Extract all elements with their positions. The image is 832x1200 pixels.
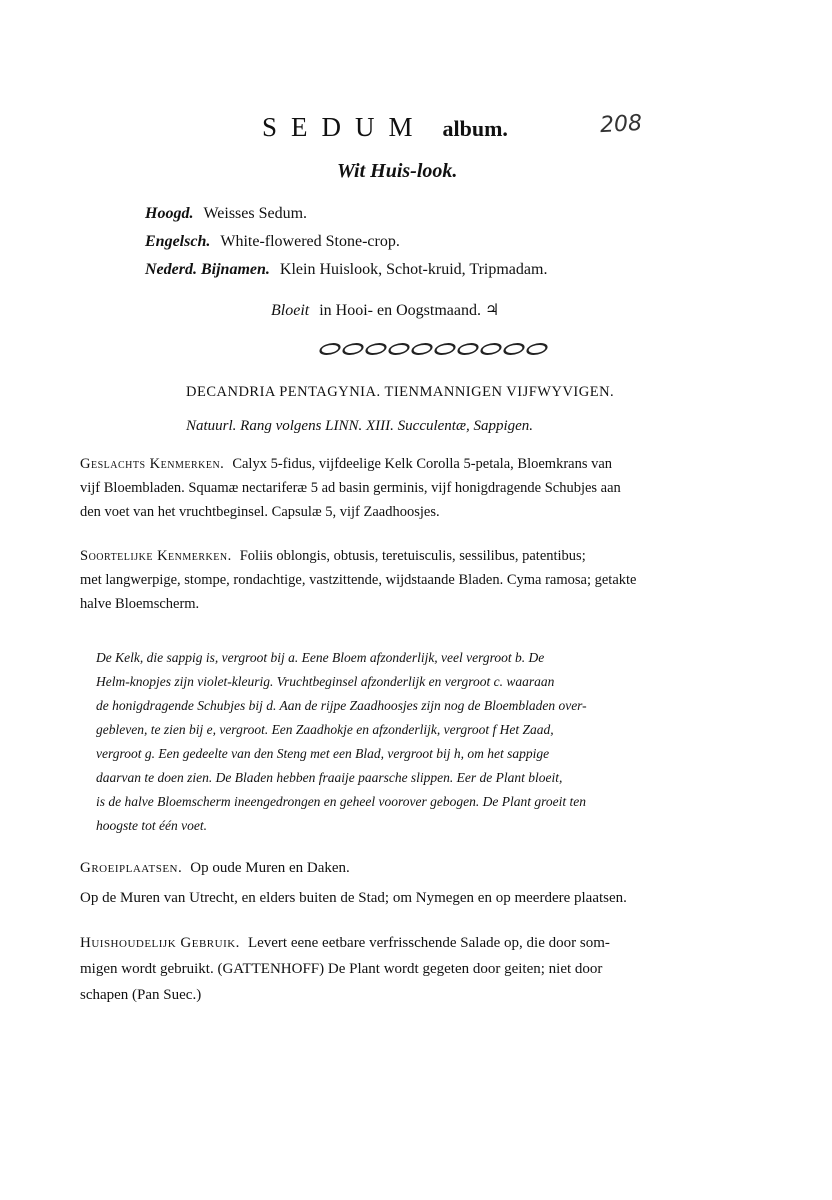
name-label: Hoogd. — [145, 205, 194, 222]
genus-characters — [80, 452, 621, 524]
text-line: hoogste tot één voet. — [96, 818, 207, 833]
text-line: migen wordt gebruikt. (GATTENHOFF) De Plant wordt gegeten door geiten; niet door — [80, 961, 603, 977]
decorative-ornament — [320, 342, 516, 356]
text-line: Calyx 5-fidus, vijfdeelige Kelk Corolla 5-petala, Bloemkrans van — [232, 456, 613, 472]
text-line: is de halve Bloemscherm ineengedrongen en geheel voorover gebogen. De Plant groeit ten — [96, 794, 586, 809]
section-heading: Geslachts Kenmerken. — [80, 456, 225, 472]
page-title — [262, 112, 508, 143]
habitat-line — [80, 860, 350, 877]
genus-name: SEDUM — [262, 112, 427, 142]
linnaean-class: DECANDRIA PENTAGYNIA. TIENMANNIGEN VIJFWYVIGEN. — [186, 384, 615, 400]
text-line: vijf Bloembladen. Squamæ nectariferæ 5 ad basin germinis, vijf honigdragende Schubjes aan — [80, 480, 621, 496]
name-value: Klein Huislook, Schot-kruid, Tripmadam. — [279, 261, 548, 278]
name-label: Nederd. Bijnamen. — [145, 261, 270, 278]
natural-rank: Natuurl. Rang volgens LINN. XIII. Succulentæ, Sappigen. — [186, 418, 534, 434]
name-dutch — [145, 261, 547, 279]
habitat-value: Op oude Muren en Daken. — [190, 860, 350, 876]
plate-description — [96, 646, 776, 838]
flowering-label: Bloeit — [271, 302, 310, 319]
text-line: De Kelk, die sappig is, vergroot bij a. Eene Bloem afzonderlijk, veel vergroot b. De — [96, 650, 545, 665]
name-german — [145, 205, 307, 223]
section-heading: Groeiplaatsen. — [80, 860, 183, 876]
species-name: album. — [442, 116, 508, 141]
handwritten-page-number: 208 — [599, 110, 643, 139]
text-line: schapen (Pan Suec.) — [80, 987, 202, 1003]
text-line: den voet van het vruchtbeginsel. Capsulæ 5, vijf Zaadhoosjes. — [80, 504, 440, 520]
species-characters — [80, 544, 636, 616]
text-line: Foliis oblongis, obtusis, teretuisculis, sessilibus, patentibus; — [239, 548, 586, 564]
habitat-detail: Op de Muren van Utrecht, en elders buiten de Stad; om Nymegen en op meerdere plaatsen. — [80, 890, 627, 906]
flowering-value: in Hooi- en Oogstmaand. ♃ — [319, 302, 500, 319]
name-value: White-flowered Stone-crop. — [220, 233, 400, 250]
text-line: halve Bloemscherm. — [80, 596, 200, 612]
section-heading: Soortelijke Kenmerken. — [80, 548, 232, 564]
household-use — [80, 930, 800, 1008]
flowering-line — [271, 300, 499, 320]
text-line: de honigdragende Schubjes bij d. Aan de rijpe Zaadhoosjes zijn nog de Bloembladen over- — [96, 698, 587, 713]
section-heading: Huishoudelijk Gebruik. — [80, 935, 240, 951]
text-line: daarvan te doen zien. De Bladen hebben fraaije paarsche slippen. Eer de Plant bloeit, — [96, 770, 563, 785]
text-line: Levert eene eetbare verfrisschende Salade op, die door som- — [247, 935, 610, 951]
text-line: vergroot g. Een gedeelte van den Steng met een Blad, vergroot bij h, om het sappige — [96, 746, 550, 761]
name-english — [145, 233, 400, 251]
text-line: gebleven, te zien bij e, vergroot. Een Zaadhokje en afzonderlijk, vergroot f Het Zaad, — [96, 722, 554, 737]
common-name: Wit Huis-look. — [337, 160, 458, 182]
text-line: Helm-knopjes zijn violet-kleurig. Vruchtbeginsel afzonderlijk en vergroot c. waaraan — [96, 674, 555, 689]
name-value: Weisses Sedum. — [203, 205, 308, 222]
name-label: Engelsch. — [145, 233, 211, 250]
text-line: met langwerpige, stompe, rondachtige, vastzittende, wijdstaande Bladen. Cyma ramosa; getakte — [80, 572, 637, 588]
